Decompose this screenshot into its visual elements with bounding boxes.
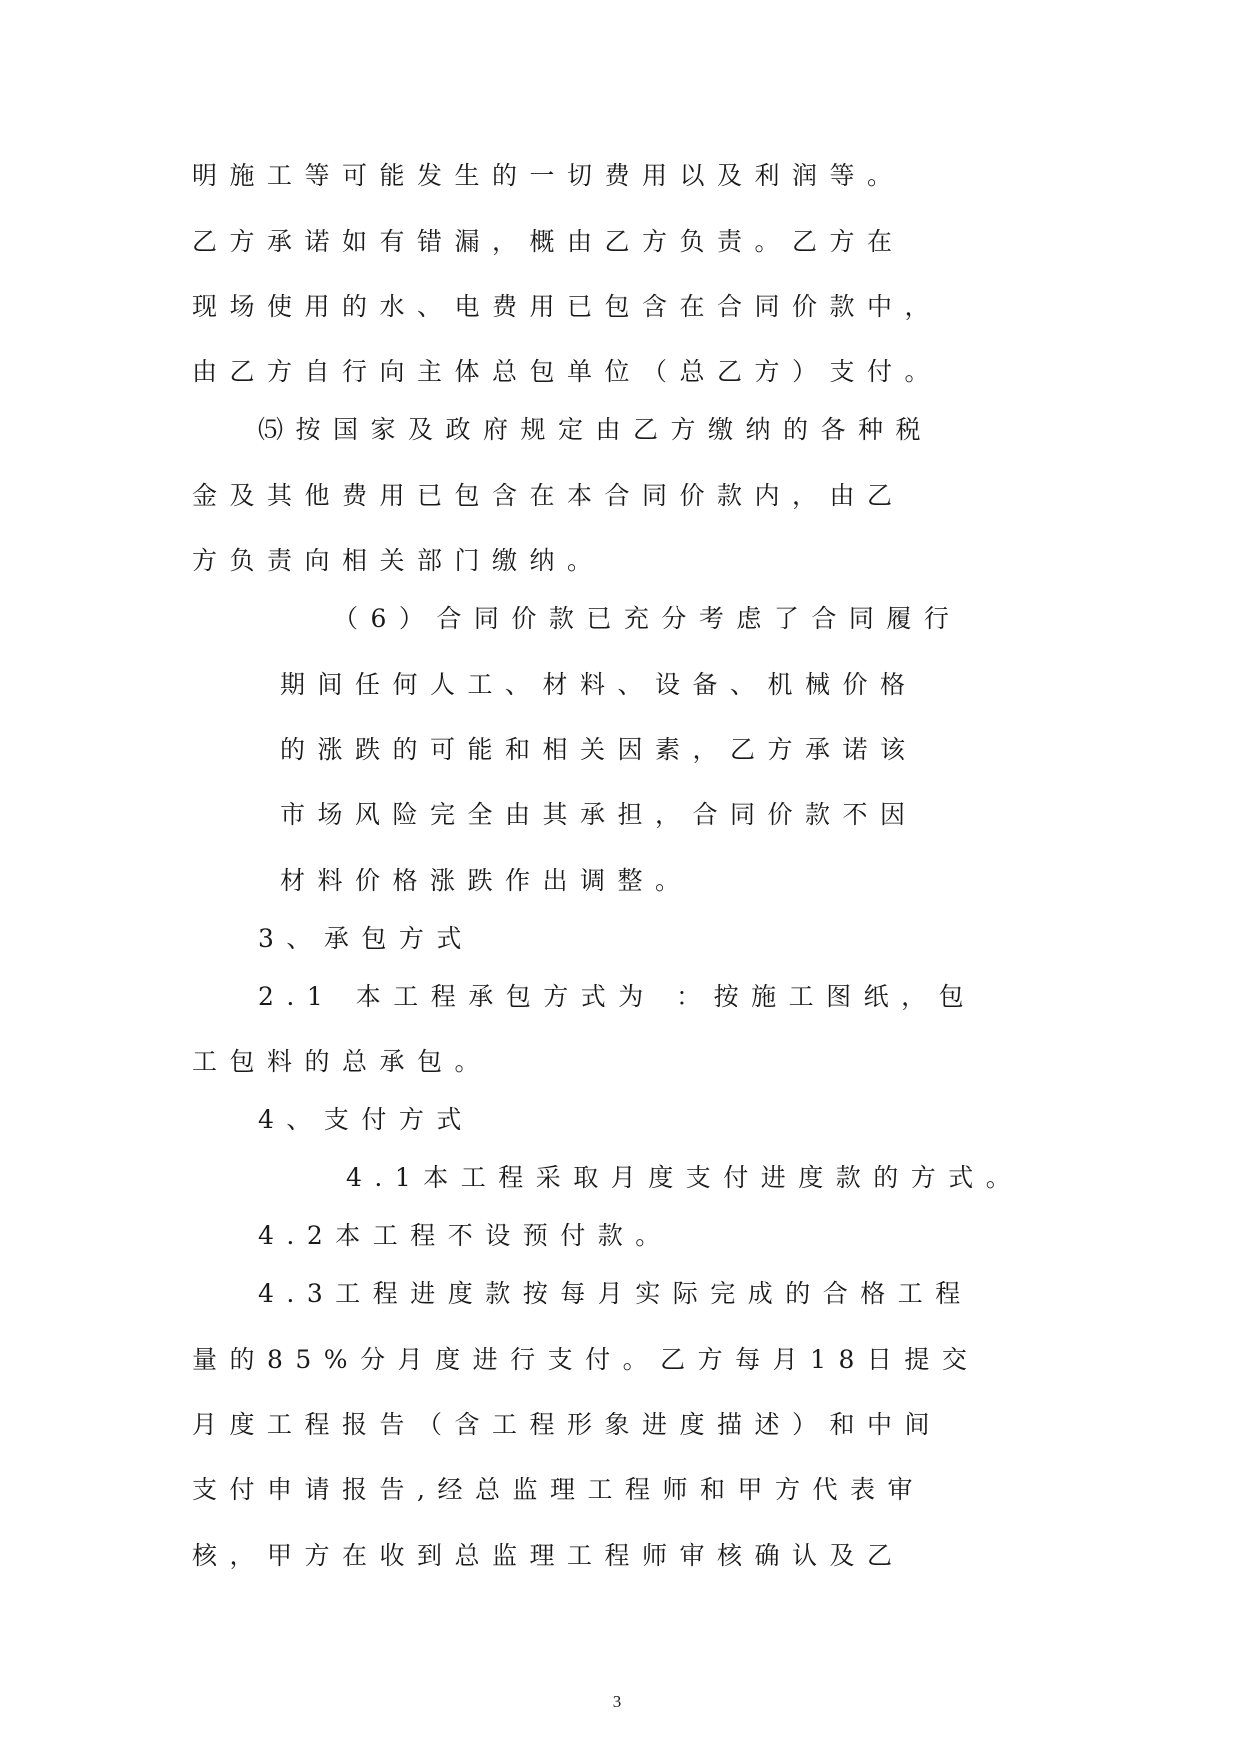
text-line: 明施工等可能发生的一切费用以及利润等。: [192, 161, 905, 190]
text-line: 2.1 本工程承包方式为 ：按施工图纸，包: [258, 982, 977, 1011]
text-line: 量的85%分月度进行支付。乙方每月18日提交: [192, 1345, 980, 1374]
text-line: 工包料的总承包。: [192, 1047, 493, 1076]
text-line: ⑸按国家及政府规定由乙方缴纳的各种税: [258, 415, 934, 444]
section-heading: 3、承包方式: [258, 924, 474, 953]
text-line: 材料价格涨跌作出调整。: [280, 866, 693, 895]
text-line: 期间任何人工、材料、设备、机械价格: [280, 670, 918, 699]
text-line: 市场风险完全由其承担，合同价款不因: [280, 800, 918, 829]
text-line: 方负责向相关部门缴纳。: [192, 546, 605, 575]
text-line: 支付申请报告,经总监理工程师和甲方代表审: [192, 1475, 925, 1504]
text-line: 现场使用的水、电费用已包含在合同价款中，: [192, 292, 943, 321]
text-line: 核，甲方在收到总监理工程师审核确认及乙: [192, 1541, 905, 1570]
text-line: 乙方承诺如有错漏，概由乙方负责。乙方在: [192, 227, 905, 256]
text-line: 月度工程报告（含工程形象进度描述）和中间: [192, 1410, 943, 1439]
text-line: 4.2本工程不设预付款。: [258, 1221, 673, 1250]
text-line: 的涨跌的可能和相关因素，乙方承诺该: [280, 735, 918, 764]
text-line: 由乙方自行向主体总包单位（总乙方）支付。: [192, 357, 943, 386]
text-line: （6）合同价款已充分考虑了合同履行: [333, 604, 962, 633]
section-heading: 4、支付方式: [258, 1105, 474, 1134]
text-line: 金及其他费用已包含在本合同价款内，由乙: [192, 481, 905, 510]
text-line: 4.3工程进度款按每月实际完成的合格工程: [258, 1279, 973, 1308]
text-line: 4.1本工程采取月度支付进度款的方式。: [346, 1163, 1024, 1192]
page-number: 3: [612, 1692, 622, 1711]
